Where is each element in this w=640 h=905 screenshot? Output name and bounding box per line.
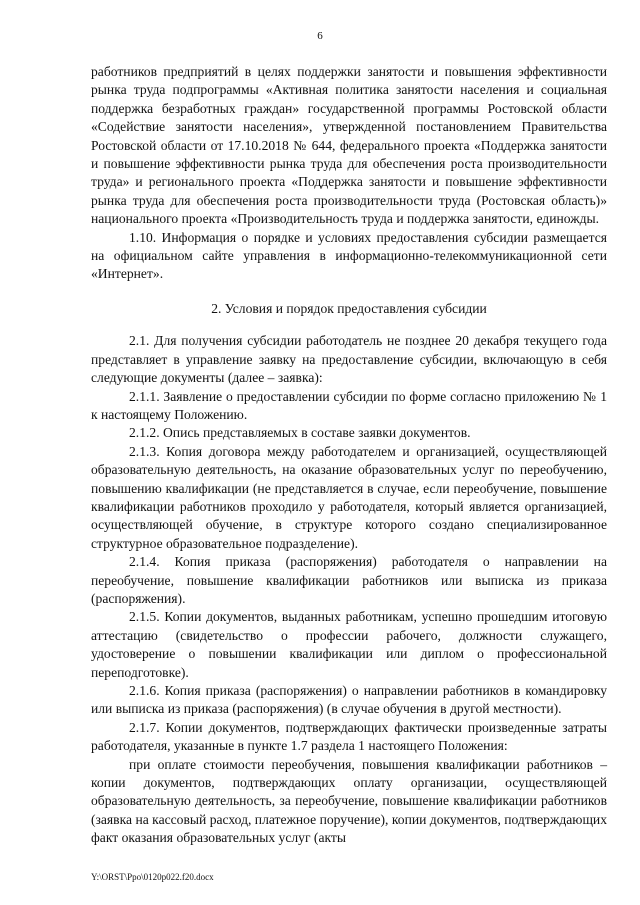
- paragraph-1-10: 1.10. Информация о порядке и условиях предоставления субсидии размещается на официальном сайте управления в информационно-телекоммуникационной сети «Интернет».: [91, 229, 607, 282]
- paragraph-2-1-2: 2.1.2. Опись представляемых в составе заявки документов.: [129, 425, 471, 441]
- page-number: 6: [317, 30, 323, 42]
- section-title: 2. Условия и порядок предоставления субсидии: [211, 300, 487, 316]
- paragraph-2-1-3: 2.1.3. Копия договора между работодателем и организацией, осуществляющей образовательную деятельность, на оказание образовательных услуг по переобучению, повышению квалификации (не представляется в случае, если переобучение, повышение квалификации работников проходило у работодателя, который является организацией, осуществляющей обучение, в структуре которого создано специализированное структурное образовательное подразделение).: [91, 443, 607, 551]
- paragraph-2-1: 2.1. Для получения субсидии работодатель не позднее 20 декабря текущего года представляет в управление заявку на предоставление субсидии, включающую в себя следующие документы (далее – заявка):: [91, 333, 607, 386]
- paragraph-2-1-1: 2.1.1. Заявление о предоставлении субсидии по форме согласно приложению № 1 к настоящему Положению.: [91, 388, 607, 422]
- paragraph-2-1-5: 2.1.5. Копии документов, выданных работникам, успешно прошедшим итоговую аттестацию (свидетельство о профессии рабочего, должности служащего, удостоверение о повышении квалификации или диплом о профессиональной переподготовке).: [91, 609, 607, 680]
- footer-file-path: Y:\ORST\Ppo\0120p022.f20.docx: [91, 872, 214, 882]
- paragraph-payment: при оплате стоимости переобучения, повышения квалификации работников – копии документов, подтверждающих оплату организации, осуществляющей образовательную деятельность, за переобучение, повышение квалификации работников (заявка на кассовый расход, платежное поручение), копии документов, подтверждающих факт оказания образовательных услуг (акты: [91, 756, 607, 846]
- paragraph-continuation: работников предприятий в целях поддержки занятости и повышения эффективности рынка труда подпрограммы «Активная политика занятости населения и социальная поддержка безработных граждан» государственной программы Ростовской области «Содействие занятости населения», утвержденной постановлением Правительства Ростовской области от 17.10.2018 № 644, федерального проекта «Поддержка занятости и повышение эффективности рынка труда для обеспечения роста производительности труда» и регионального проекта «Поддержка занятости и повышение эффективности рынка труда для обеспечения роста производительности труда (Ростовская область)» национального проекта «Производительность труда и поддержка занятости, единожды.: [91, 64, 607, 227]
- paragraph-2-1-7: 2.1.7. Копии документов, подтверждающих фактически произведенные затраты работодателя, указанные в пункте 1.7 раздела 1 настоящего Положения:: [91, 719, 607, 754]
- paragraph-2-1-6: 2.1.6. Копия приказа (распоряжения) о направлении работников в командировку или выписка из приказа (распоряжения) (в случае обучения в другой местности).: [91, 683, 607, 717]
- paragraph-2-1-4: 2.1.4. Копия приказа (распоряжения) работодателя о направлении на переобучение, повышение квалификации работников или выписка из приказа (распоряжения).: [91, 554, 607, 606]
- document-body: [91, 63, 607, 848]
